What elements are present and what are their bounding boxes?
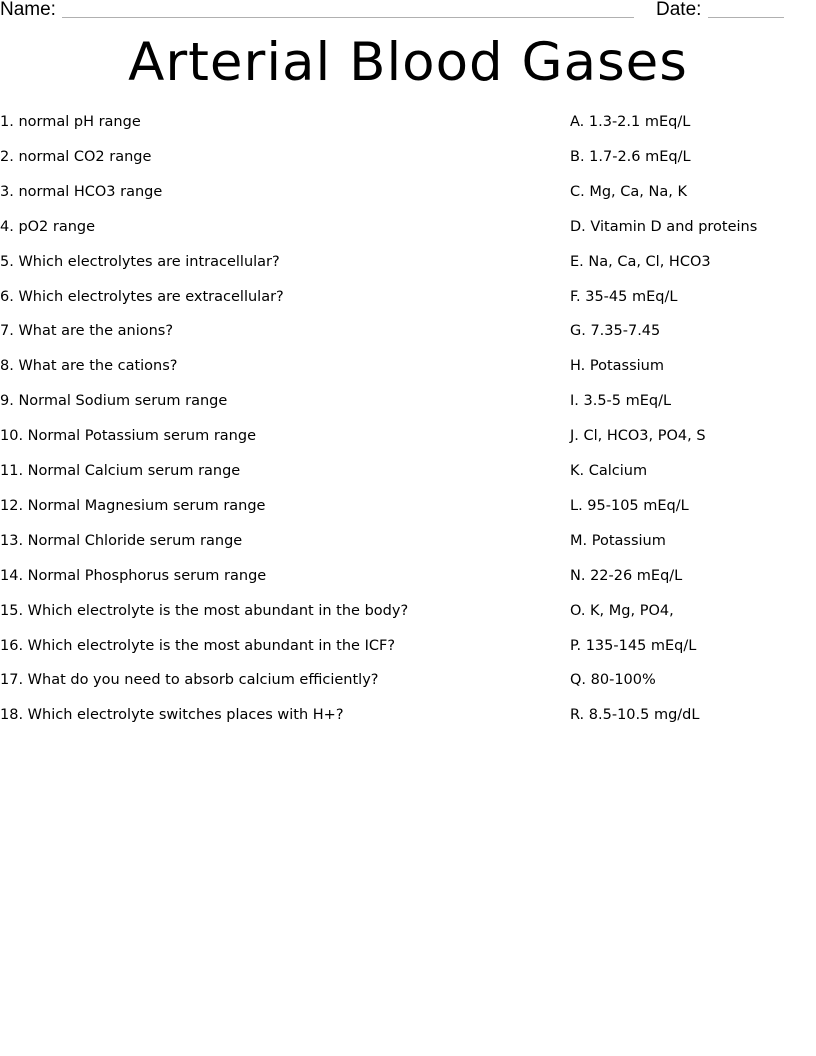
question-item: 11. Normal Calcium serum range <box>0 463 241 479</box>
page-title: Arterial Blood Gases <box>128 32 688 93</box>
question-item: 12. Normal Magnesium serum range <box>0 497 266 514</box>
answer-item: O. K, Mg, PO4, <box>570 602 674 619</box>
question-item: 9. Normal Sodium serum range <box>0 393 228 410</box>
answer-item: Q. 80-100% <box>570 672 656 689</box>
answer-item: P. 135-145 mEq/L <box>570 637 697 654</box>
question-item: 13. Normal Chloride serum range <box>0 532 243 549</box>
answer-item: D. Vitamin D and proteins <box>570 218 758 235</box>
answer-item: B. 1.7-2.6 mEq/L <box>570 148 691 165</box>
answer-item: H. Potassium <box>570 358 664 375</box>
answer-item: G. 7.35-7.45 <box>570 323 661 340</box>
question-item: 7. What are the anions? <box>0 323 174 340</box>
question-item: 3. normal HCO3 range <box>0 183 163 200</box>
question-item: 2. normal CO2 range <box>0 148 152 165</box>
date-field[interactable] <box>708 17 784 18</box>
name-label: Name: <box>0 0 56 20</box>
worksheet-header <box>0 0 816 24</box>
answer-item: F. 35-45 mEq/L <box>570 288 678 305</box>
question-item: 16. Which electrolyte is the most abundant in the ICF? <box>0 637 396 654</box>
answer-item: K. Calcium <box>570 463 648 479</box>
answer-item: A. 1.3-2.1 mEq/L <box>570 114 691 130</box>
question-item: 14. Normal Phosphorus serum range <box>0 567 267 584</box>
question-item: 5. Which electrolytes are intracellular? <box>0 253 280 270</box>
answer-item: I. 3.5-5 mEq/L <box>570 393 672 410</box>
answer-item: C. Mg, Ca, Na, K <box>570 183 687 200</box>
answer-item: N. 22-26 mEq/L <box>570 567 683 584</box>
question-item: 17. What do you need to absorb calcium efficiently? <box>0 672 379 689</box>
name-field[interactable] <box>62 17 634 18</box>
answer-item: J. Cl, HCO3, PO4, S <box>570 428 706 445</box>
question-item: 8. What are the cations? <box>0 358 178 375</box>
answer-item: L. 95-105 mEq/L <box>570 497 689 514</box>
question-item: 4. pO2 range <box>0 218 96 235</box>
answer-item: R. 8.5-10.5 mg/dL <box>570 707 700 724</box>
answer-item: E. Na, Ca, Cl, HCO3 <box>570 253 711 270</box>
answer-item: M. Potassium <box>570 532 666 549</box>
question-item: 18. Which electrolyte switches places with H+? <box>0 707 344 724</box>
question-item: 10. Normal Potassium serum range <box>0 428 256 445</box>
date-label: Date: <box>656 0 702 20</box>
question-item: 6. Which electrolytes are extracellular? <box>0 288 284 305</box>
question-item: 1. normal pH range <box>0 114 141 130</box>
question-item: 15. Which electrolyte is the most abundant in the body? <box>0 602 409 619</box>
